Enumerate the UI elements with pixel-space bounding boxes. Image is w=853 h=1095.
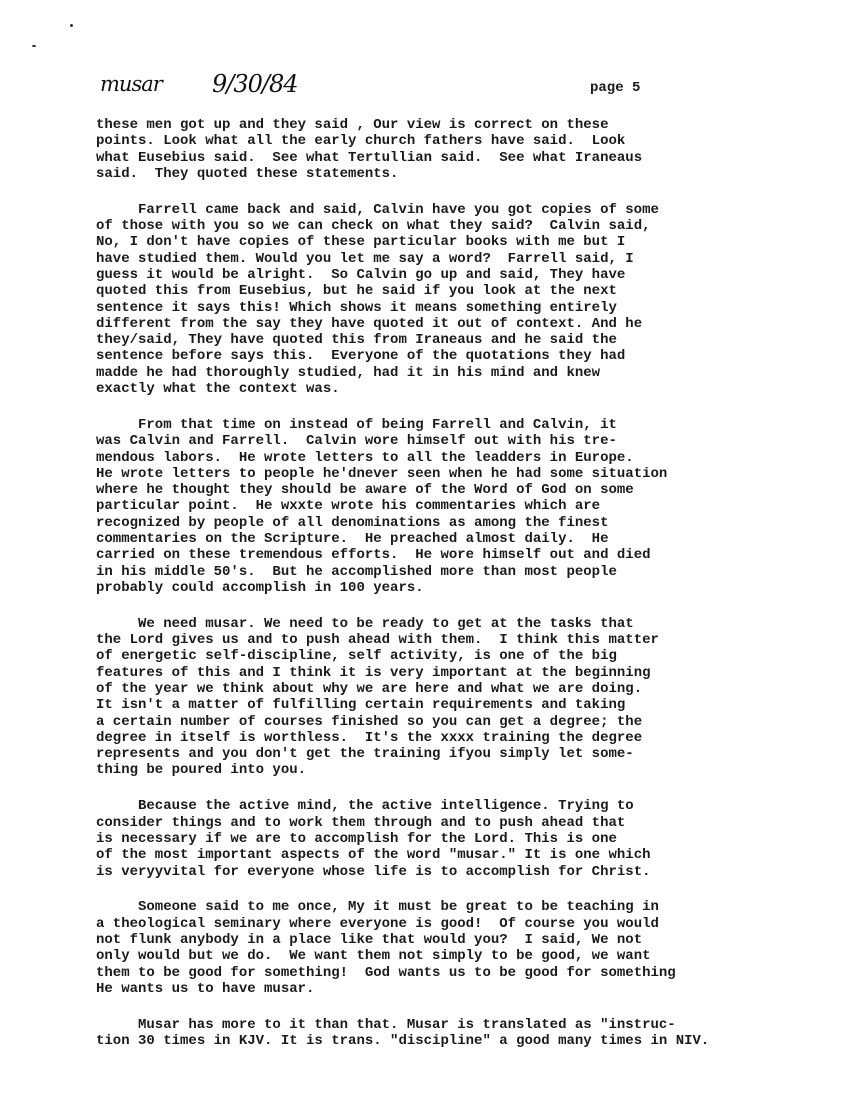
- text-line: consider things and to work them through and to push ahead that: [96, 814, 626, 831]
- text-line: probably could accomplish in 100 years.: [96, 579, 424, 596]
- text-line: of the year we think about why we are here and what we are doing.: [96, 680, 643, 697]
- paragraph: [96, 417, 846, 596]
- text-line: carried on these tremendous efforts. He wore himself out and died: [96, 547, 651, 564]
- text-line: of those with you so we can check on what they said? Calvin said,: [96, 218, 651, 235]
- text-line: No, I don't have copies of these particular books with me but I: [96, 234, 626, 251]
- text-line: of energetic self-discipline, self activity, is one of the big: [96, 648, 617, 665]
- text-line: of the most important aspects of the word "musar." It is one which: [96, 847, 651, 864]
- text-line: is veryyvital for everyone whose life is to accomplish for Christ.: [96, 863, 651, 880]
- page-number: page 5: [590, 80, 641, 96]
- text-line: He wants us to have musar.: [96, 980, 315, 997]
- text-line: is necessary if we are to accomplish for the Lord. This is one: [96, 830, 617, 847]
- text-line: exactly what the context was.: [96, 381, 340, 398]
- text-line: tion 30 times in KJV. It is trans. "discipline" a good many times in NIV.: [96, 1033, 710, 1050]
- text-line: in his middle 50's. But he accomplished more than most people: [96, 563, 617, 580]
- scan-speck: [32, 45, 36, 47]
- text-line: degree in itself is worthless. It's the xxxx training the degree: [96, 729, 643, 746]
- text-line: He wrote letters to people he'dnever seen when he had some situation: [96, 465, 668, 482]
- text-line: quoted this from Eusebius, but he said if you look at the next: [96, 283, 617, 300]
- text-line: them to be good for something! God wants us to be good for something: [96, 964, 676, 981]
- text-line: Because the active mind, the active intelligence. Trying to: [138, 798, 634, 815]
- text-line: only would but we do. We want them not simply to be good, we want: [96, 948, 651, 965]
- text-line: recognized by people of all denominations as among the finest: [96, 514, 609, 531]
- text-line: mendous labors. He wrote letters to all the leadders in Europe.: [96, 449, 634, 466]
- paragraph: [96, 117, 846, 182]
- text-line: Musar has more to it than that. Musar is translated as "instruc-: [138, 1016, 676, 1033]
- text-line: have studied them. Would you let me say a word? Farrell said, I: [96, 250, 634, 267]
- text-line: different from the say they have quoted it out of context. And he: [96, 315, 643, 332]
- text-line: they/said, They have quoted this from Iraneaus and he said the: [96, 332, 617, 349]
- text-line: It isn't a matter of fulfilling certain requirements and taking: [96, 697, 626, 714]
- text-line: Someone said to me once, My it must be great to be teaching in: [138, 899, 659, 916]
- text-line: represents and you don't get the training ifyou simply let some-: [96, 746, 634, 763]
- text-line: We need musar. We need to be ready to get at the tasks that: [138, 615, 634, 632]
- text-line: features of this and I think it is very important at the beginning: [96, 664, 651, 681]
- text-line: where he thought they should be aware of the Word of God on some: [96, 482, 634, 499]
- handwritten-date: 9/30/84: [212, 70, 298, 98]
- text-line: what Eusebius said. See what Tertullian said. See what Iraneaus: [96, 149, 643, 166]
- text-line: sentence before says this. Everyone of the quotations they had: [96, 348, 626, 365]
- text-line: commentaries on the Scripture. He preached almost daily. He: [96, 531, 609, 548]
- text-line: points. Look what all the early church fathers have said. Look: [96, 133, 626, 150]
- text-line: a theological seminary where everyone is good! Of course you would: [96, 915, 659, 932]
- text-line: guess it would be alright. So Calvin go up and said, They have: [96, 266, 626, 283]
- text-line: these men got up and they said , Our view is correct on these: [96, 117, 609, 133]
- paragraph: [96, 616, 846, 779]
- paragraph: [96, 1017, 846, 1050]
- paragraph: [96, 798, 846, 879]
- text-line: thing be poured into you.: [96, 762, 307, 779]
- text-line: From that time on instead of being Farrell and Calvin, it: [138, 416, 617, 433]
- text-line: was Calvin and Farrell. Calvin wore himself out with his tre-: [96, 433, 617, 450]
- paragraph: [96, 202, 846, 398]
- text-line: sentence it says this! Which shows it means something entirely: [96, 299, 617, 316]
- text-line: particular point. He wxxte wrote his commentaries which are: [96, 498, 601, 515]
- paragraph: [96, 899, 846, 997]
- handwritten-title: musar: [100, 72, 162, 96]
- typewritten-body: [96, 117, 846, 1069]
- text-line: Farrell came back and said, Calvin have you got copies of some: [138, 201, 659, 218]
- text-line: said. They quoted these statements.: [96, 165, 399, 182]
- text-line: a certain number of courses finished so you can get a degree; the: [96, 713, 643, 730]
- text-line: madde he had thoroughly studied, had it in his mind and knew: [96, 364, 601, 381]
- text-line: the Lord gives us and to push ahead with them. I think this matter: [96, 632, 659, 649]
- scan-speck: [70, 24, 73, 27]
- text-line: not flunk anybody in a place like that would you? I said, We not: [96, 932, 643, 949]
